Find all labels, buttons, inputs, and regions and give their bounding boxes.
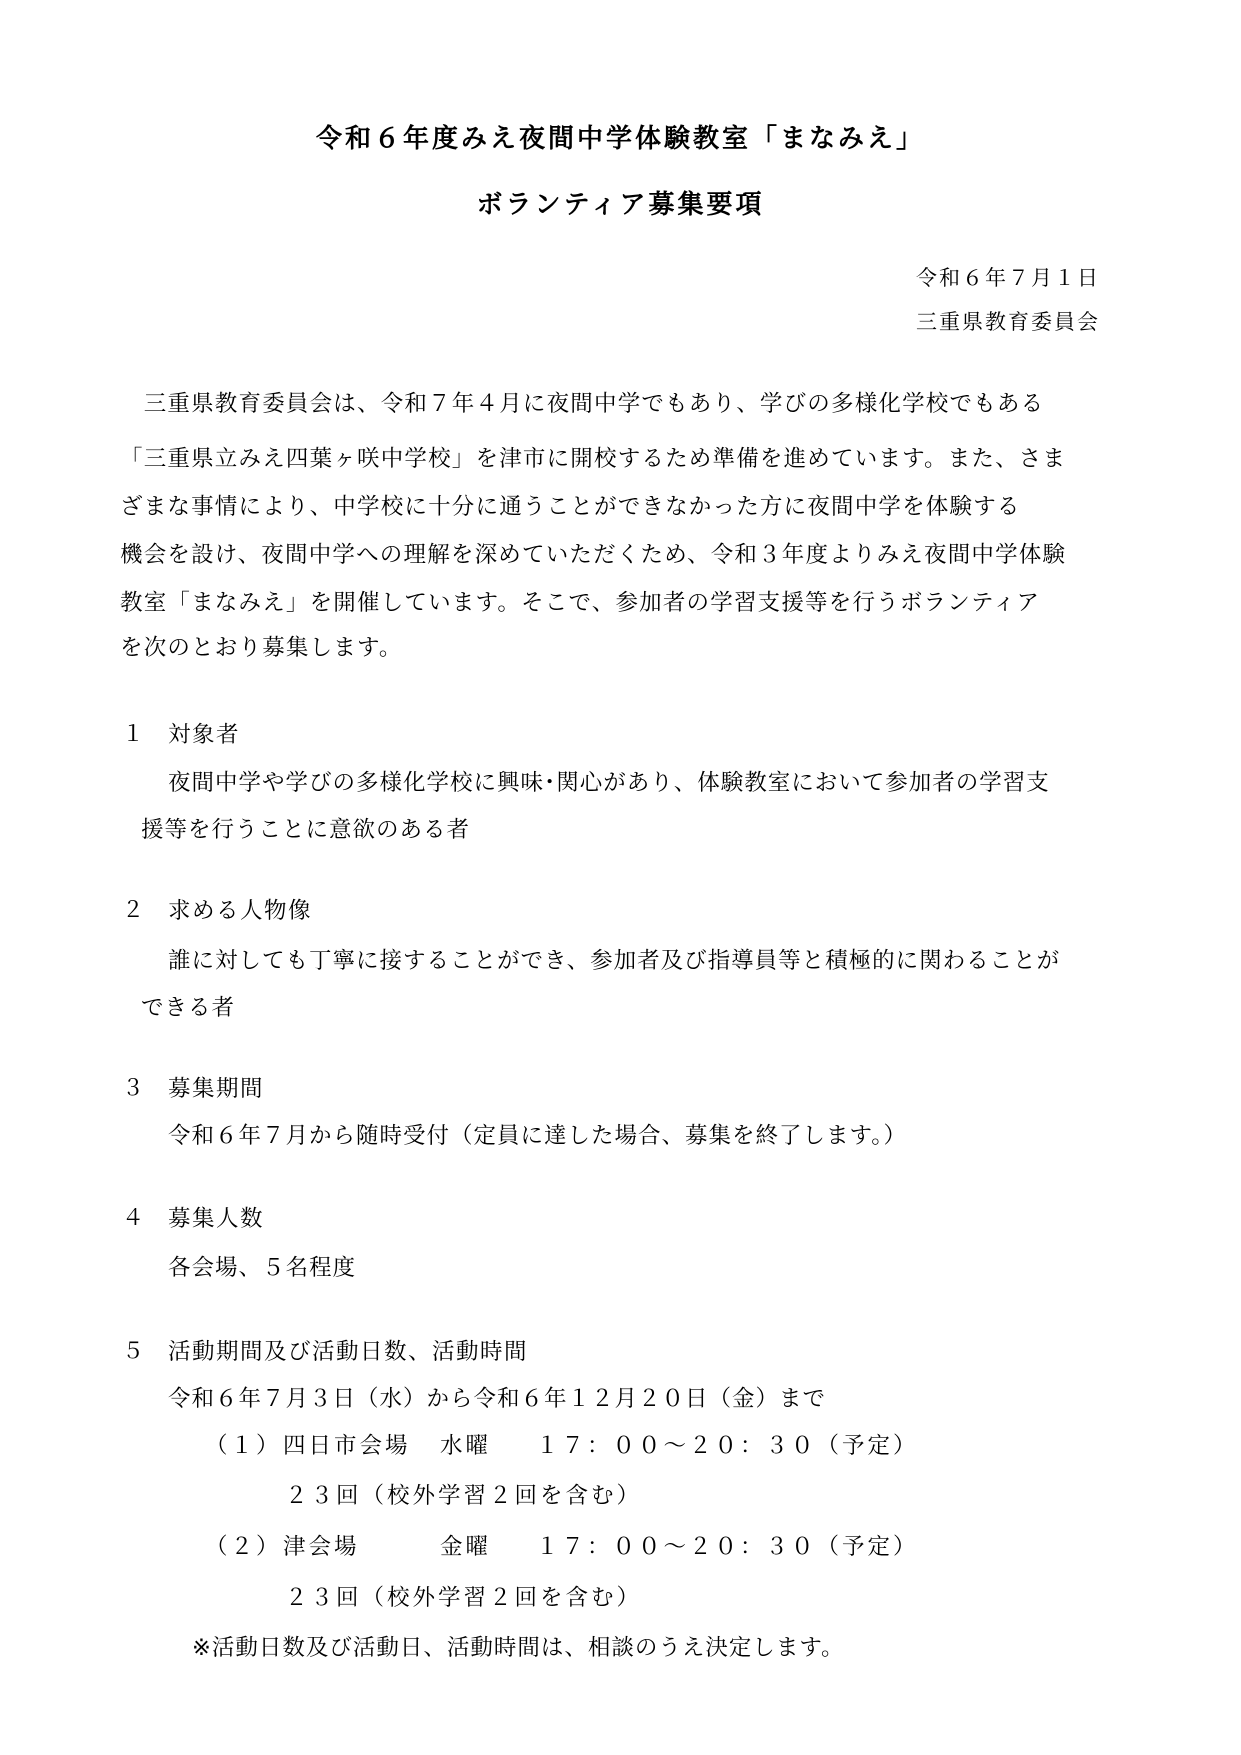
document-title-line2: ボランティア募集要項 <box>476 190 765 220</box>
section-heading: 求める人物像 <box>168 898 313 924</box>
issuer: 三重県教育委員会 <box>916 310 1100 334</box>
section-number: ５ <box>122 1339 145 1364</box>
schedule-day: 水曜 <box>440 1433 492 1459</box>
section-heading: 対象者 <box>168 722 241 748</box>
intro-line: 教室「まなみえ」を開催しています。そこで、参加者の学習支援等を行うボランティア <box>120 590 1041 616</box>
section-heading: 活動期間及び活動日数、活動時間 <box>168 1339 529 1365</box>
schedule-count: ２３回（校外学習２回を含む） <box>285 1585 643 1611</box>
issue-date: 令和６年７月１日 <box>916 266 1100 290</box>
schedule-time: １７：００～２０：３０（予定） <box>536 1534 919 1560</box>
section-number: １ <box>122 722 145 747</box>
schedule-venue: 四日市会場 <box>283 1433 411 1459</box>
section-number: ２ <box>122 898 145 923</box>
section-number: ４ <box>122 1206 145 1231</box>
section-heading: 募集期間 <box>168 1076 265 1102</box>
section-text: 各会場、５名程度 <box>168 1255 357 1281</box>
schedule-label: （１） <box>205 1433 282 1459</box>
section-text: 令和６年７月３日（水）から令和６年１２月２０日（金）まで <box>168 1386 827 1412</box>
intro-line: ざまな事情により、中学校に十分に通うことができなかった方に夜間中学を体験する <box>120 494 1021 520</box>
intro-line: 「三重県立みえ四葉ヶ咲中学校」を津市に開校するため準備を進めています。また、さま <box>120 446 1067 472</box>
intro-line: 三重県教育委員会は、令和７年４月に夜間中学でもあり、学びの多様化学校でもある <box>120 391 1045 417</box>
section-text: 令和６年７月から随時受付（定員に達した場合、募集を終了します。） <box>168 1123 907 1149</box>
section-heading: 募集人数 <box>168 1206 265 1232</box>
document-title-line1: 令和６年度みえ夜間中学体験教室「まなみえ」 <box>315 124 925 154</box>
schedule-count: ２３回（校外学習２回を含む） <box>285 1483 643 1509</box>
section-text: 援等を行うことに意欲のある者 <box>141 817 471 843</box>
section-text: 誰に対しても丁寧に接することができ、参加者及び指導員等と積極的に関わることが <box>168 948 1061 974</box>
schedule-venue: 津会場 <box>283 1534 360 1560</box>
schedule-day: 金曜 <box>440 1534 492 1560</box>
schedule-time: １７：００～２０：３０（予定） <box>536 1433 919 1459</box>
section-text: 夜間中学や学びの多様化学校に興味･関心があり、体験教室において参加者の学習支 <box>168 770 1050 796</box>
intro-line: 機会を設け、夜間中学への理解を深めていただくため、令和３年度よりみえ夜間中学体験 <box>120 542 1067 568</box>
section-number: ３ <box>122 1076 145 1101</box>
intro-line: を次のとおり募集します。 <box>120 635 403 661</box>
section-text: できる者 <box>141 995 236 1021</box>
note-text: ※活動日数及び活動日、活動時間は、相談のうえ決定します。 <box>192 1635 845 1661</box>
schedule-label: （２） <box>205 1534 282 1560</box>
